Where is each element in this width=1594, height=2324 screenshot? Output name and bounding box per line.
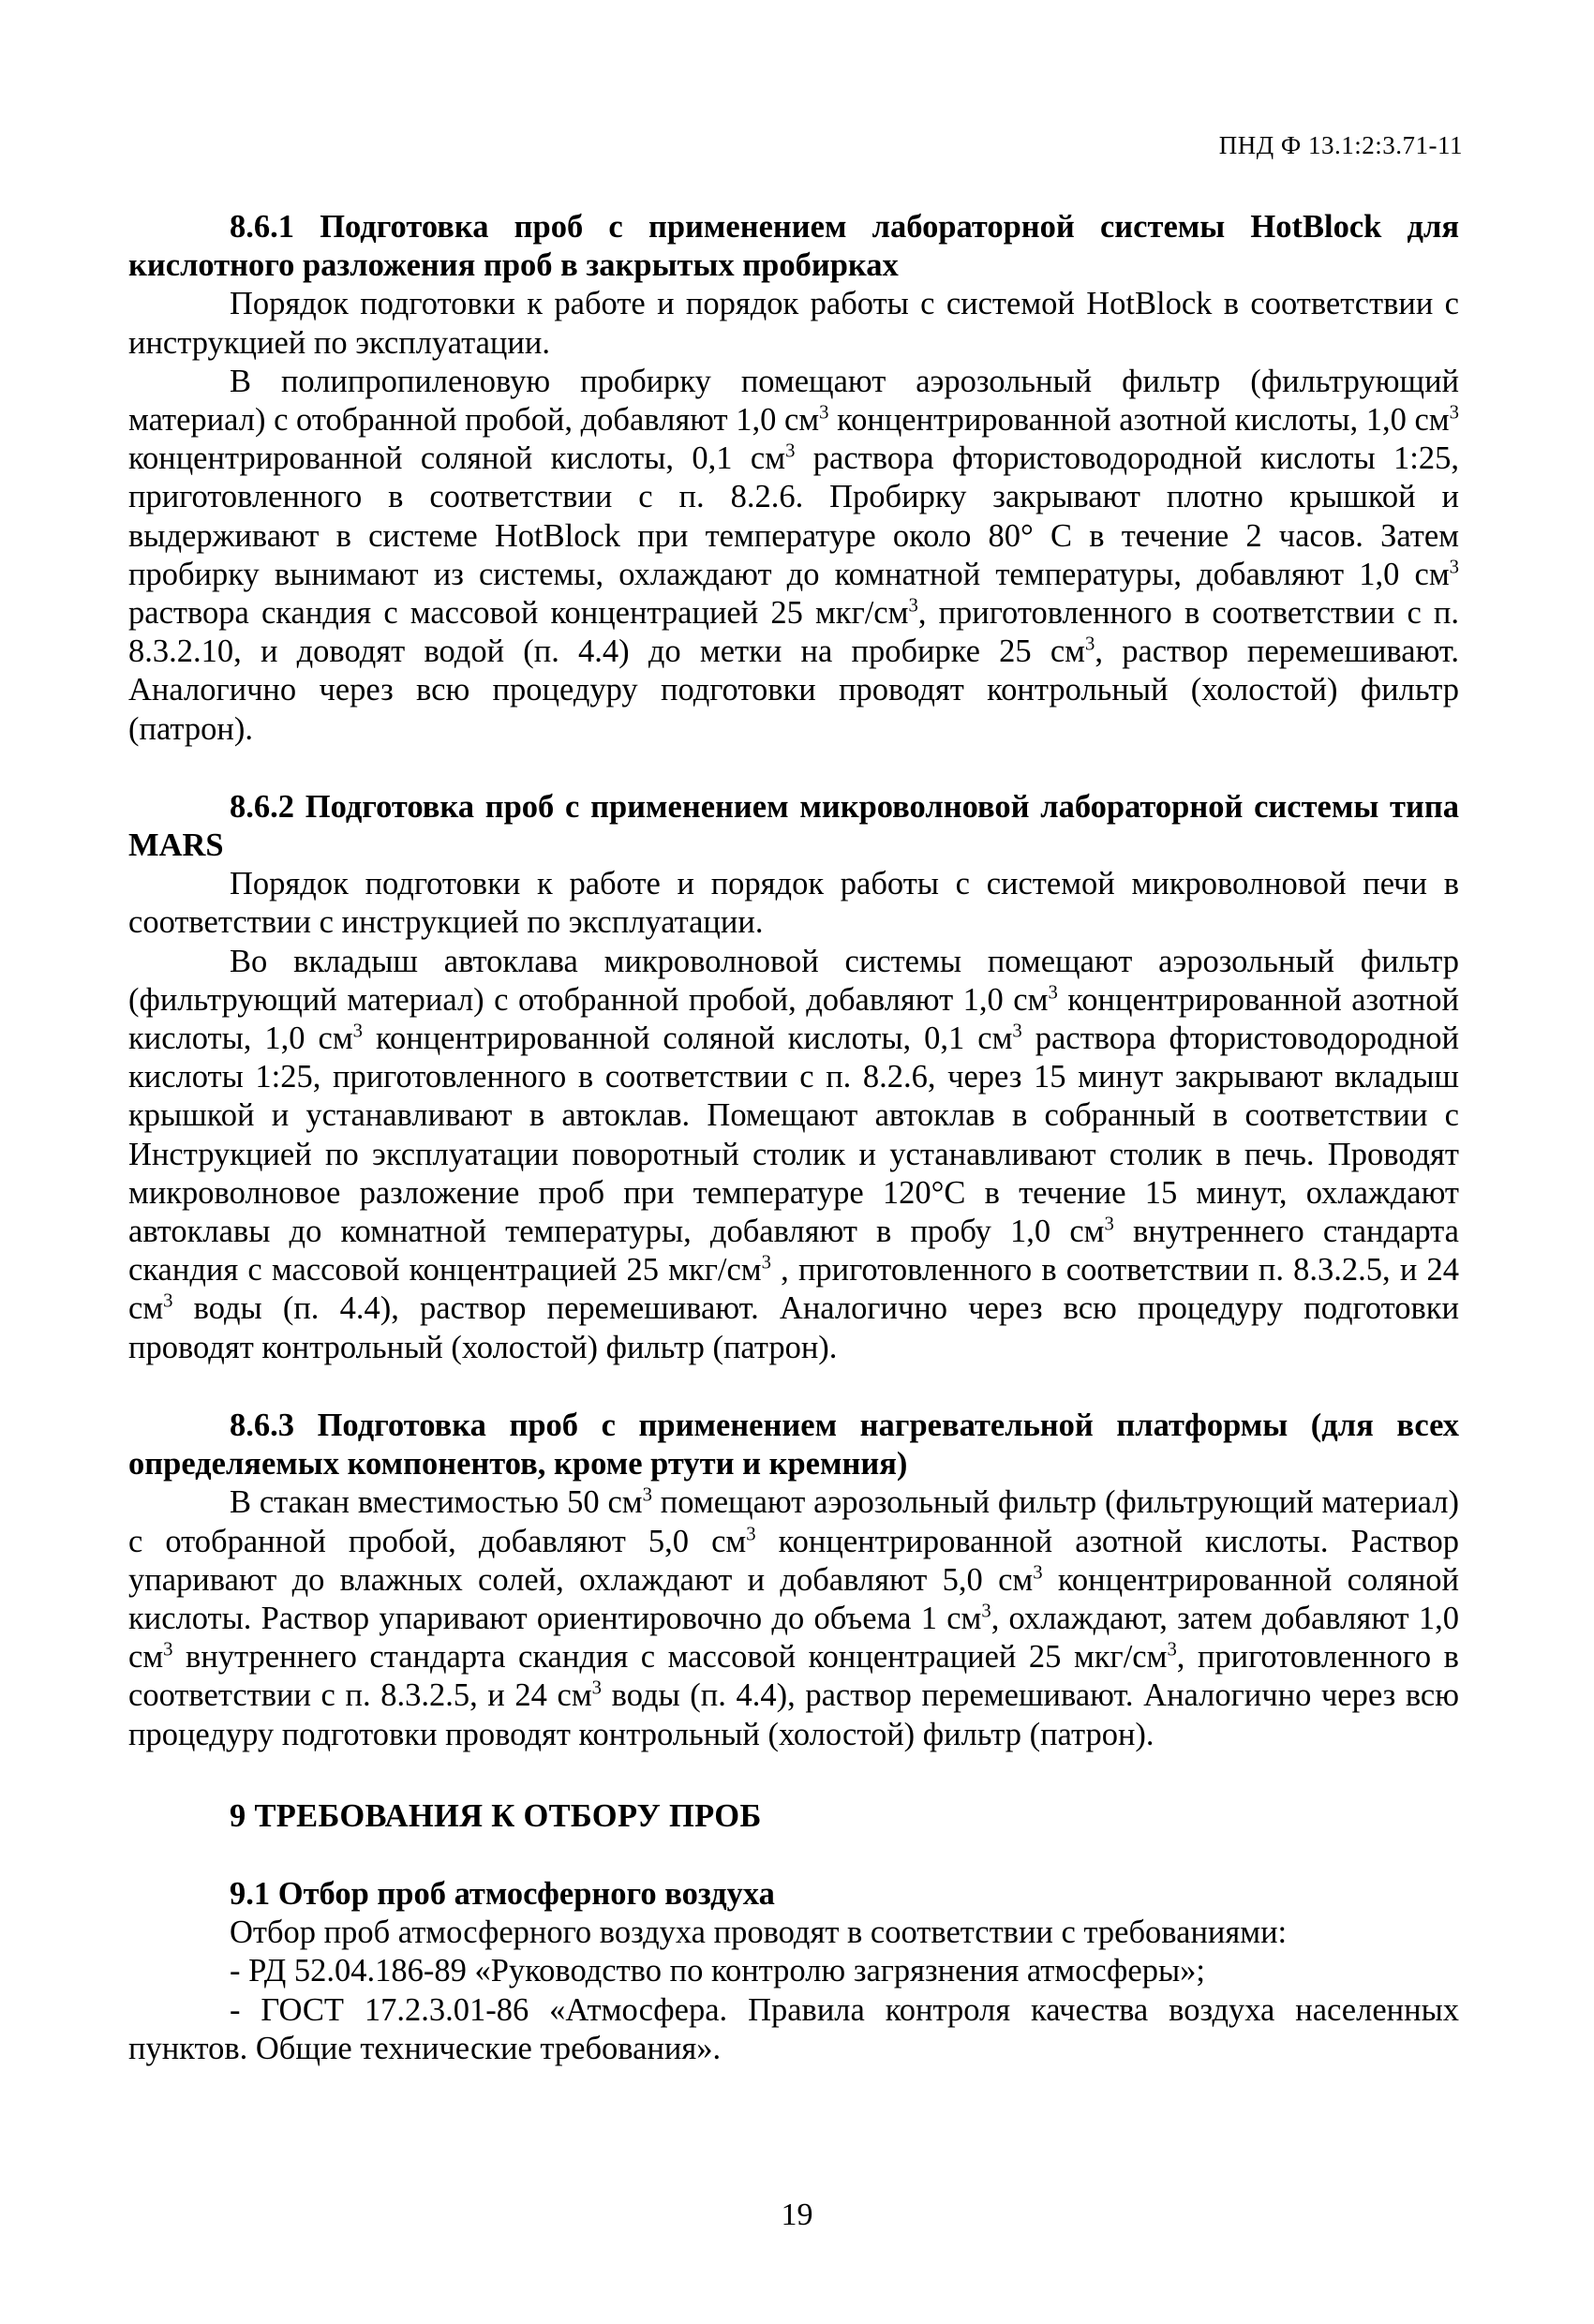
section-9-1-paragraph-1: Отбор проб атмосферного воздуха проводят в соответствии с требованиями:	[230, 1914, 1288, 1951]
page-number: 19	[781, 2197, 813, 2232]
section-9-1-list-item-2: - ГОСТ 17.2.3.01-86 «Атмосфера. Правила контроля качества воздуха населенных пунктов. Общие технические требования».	[128, 1991, 1459, 2066]
section-8-6-2-paragraph-1: Порядок подготовки к работе и порядок работы с системой микроволновой печи в соответствии с инструкцией по эксплуатации.	[128, 866, 1459, 941]
section-8-6-1-heading: 8.6.1 Подготовка проб с применением лабораторной системы HotBlock для кислотного разложения проб в закрытых пробирках	[128, 209, 1459, 284]
section-8-6-2-paragraph-2: Во вкладыш автоклава микроволновой системы помещают аэрозольный фильтр (фильтрующий материал) с отобранной пробой, добавляют 1,0 $см^3$ концентрированной азотной кислоты, 1,0 $см^3$ концентрированной соляной кислоты, 0,1 $см^3$ раствора фтористоводородной кислоты 1:25, приготовленного в соответствии с п. 8.2.6, через 15 минут закрывают вкладыш крышкой и устанавливают в автоклав. Помещают автоклав в собранный в соответствии с Инструкцией по эксплуатации поворотный столик и устанавливают столик в печь. Проводят микроволновое разложение проб при температуре 120°С в течение 15 минут, охлаждают автоклавы до комнатной температуры, добавляют в пробу 1,0 $см^3$ внутреннего стандарта скандия с массовой концентрацией 25 мкг/$см^3$ , приготовленного в соответствии п. 8.3.2.5, и 24 $см^3$ воды (п. 4.4), раствор перемешивают. Аналогично через всю процедуру подготовки проводят контрольный (холостой) фильтр (патрон).	[128, 943, 1459, 1365]
section-8-6-3-heading: 8.6.3 Подготовка проб с применением нагревательной платформы (для всех определяемых компонентов, кроме ртути и кремния)	[128, 1407, 1459, 1482]
document-code: ПНД Ф 13.1:2:3.71-11	[1218, 131, 1463, 159]
section-8-6-1-paragraph-2: В полипропиленовую пробирку помещают аэрозольный фильтр (фильтрующий материал) с отобранной пробой, добавляют 1,0 $см^3$ концентрированной азотной кислоты, 1,0 $см^3$ концентрированной соляной кислоты, 0,1 $см^3$ раствора фтористоводородной кислоты 1:25, приготовленного в соответствии с п. 8.2.6. Пробирку закрывают плотно крышкой и выдерживают в системе HotBlock при температуре около 80° С в течение 2 часов. Затем пробирку вынимают из системы, охлаждают до комнатной температуры, добавляют 1,0 $см^3$ раствора скандия с массовой концентрацией 25 мкг/$см^3$, приготовленного в соответствии с п. 8.3.2.10, и доводят водой (п. 4.4) до метки на пробирке 25 $см^3$, раствор перемешивают. Аналогично через всю процедуру подготовки проводят контрольный (холостой) фильтр (патрон).	[128, 363, 1459, 747]
section-9-1-heading: 9.1 Отбор проб атмосферного воздуха	[230, 1875, 775, 1912]
section-8-6-1-paragraph-1: Порядок подготовки к работе и порядок работы с системой HotBlock в соответствии с инструкцией по эксплуатации.	[128, 286, 1459, 361]
section-8-6-2-heading: 8.6.2 Подготовка проб с применением микроволновой лабораторной системы типа MARS	[128, 788, 1459, 864]
chapter-9-heading: 9 ТРЕБОВАНИЯ К ОТБОРУ ПРОБ	[230, 1797, 762, 1834]
section-9-1-list-item-1: - РД 52.04.186-89 «Руководство по контролю загрязнения атмосферы»;	[230, 1953, 1205, 1989]
section-8-6-3-paragraph-1: В стакан вместимостью 50 $см^3$ помещают аэрозольный фильтр (фильтрующий материал) с отобранной пробой, добавляют 5,0 $см^3$ концентрированной азотной кислоты. Раствор упаривают до влажных солей, охлаждают и добавляют 5,0 $см^3$ концентрированной соляной кислоты. Раствор упаривают ориентировочно до объема 1 $см^3$, охлаждают, затем добавляют 1,0 $см^3$ внутреннего стандарта скандия с массовой концентрацией 25 мкг/$см^3$, приготовленного в соответствии с п. 8.3.2.5, и 24 $см^3$ воды (п. 4.4), раствор перемешивают. Аналогично через всю процедуру подготовки проводят контрольный (холостой) фильтр (патрон).	[128, 1484, 1460, 1752]
page-content	[128, 208, 1459, 2068]
